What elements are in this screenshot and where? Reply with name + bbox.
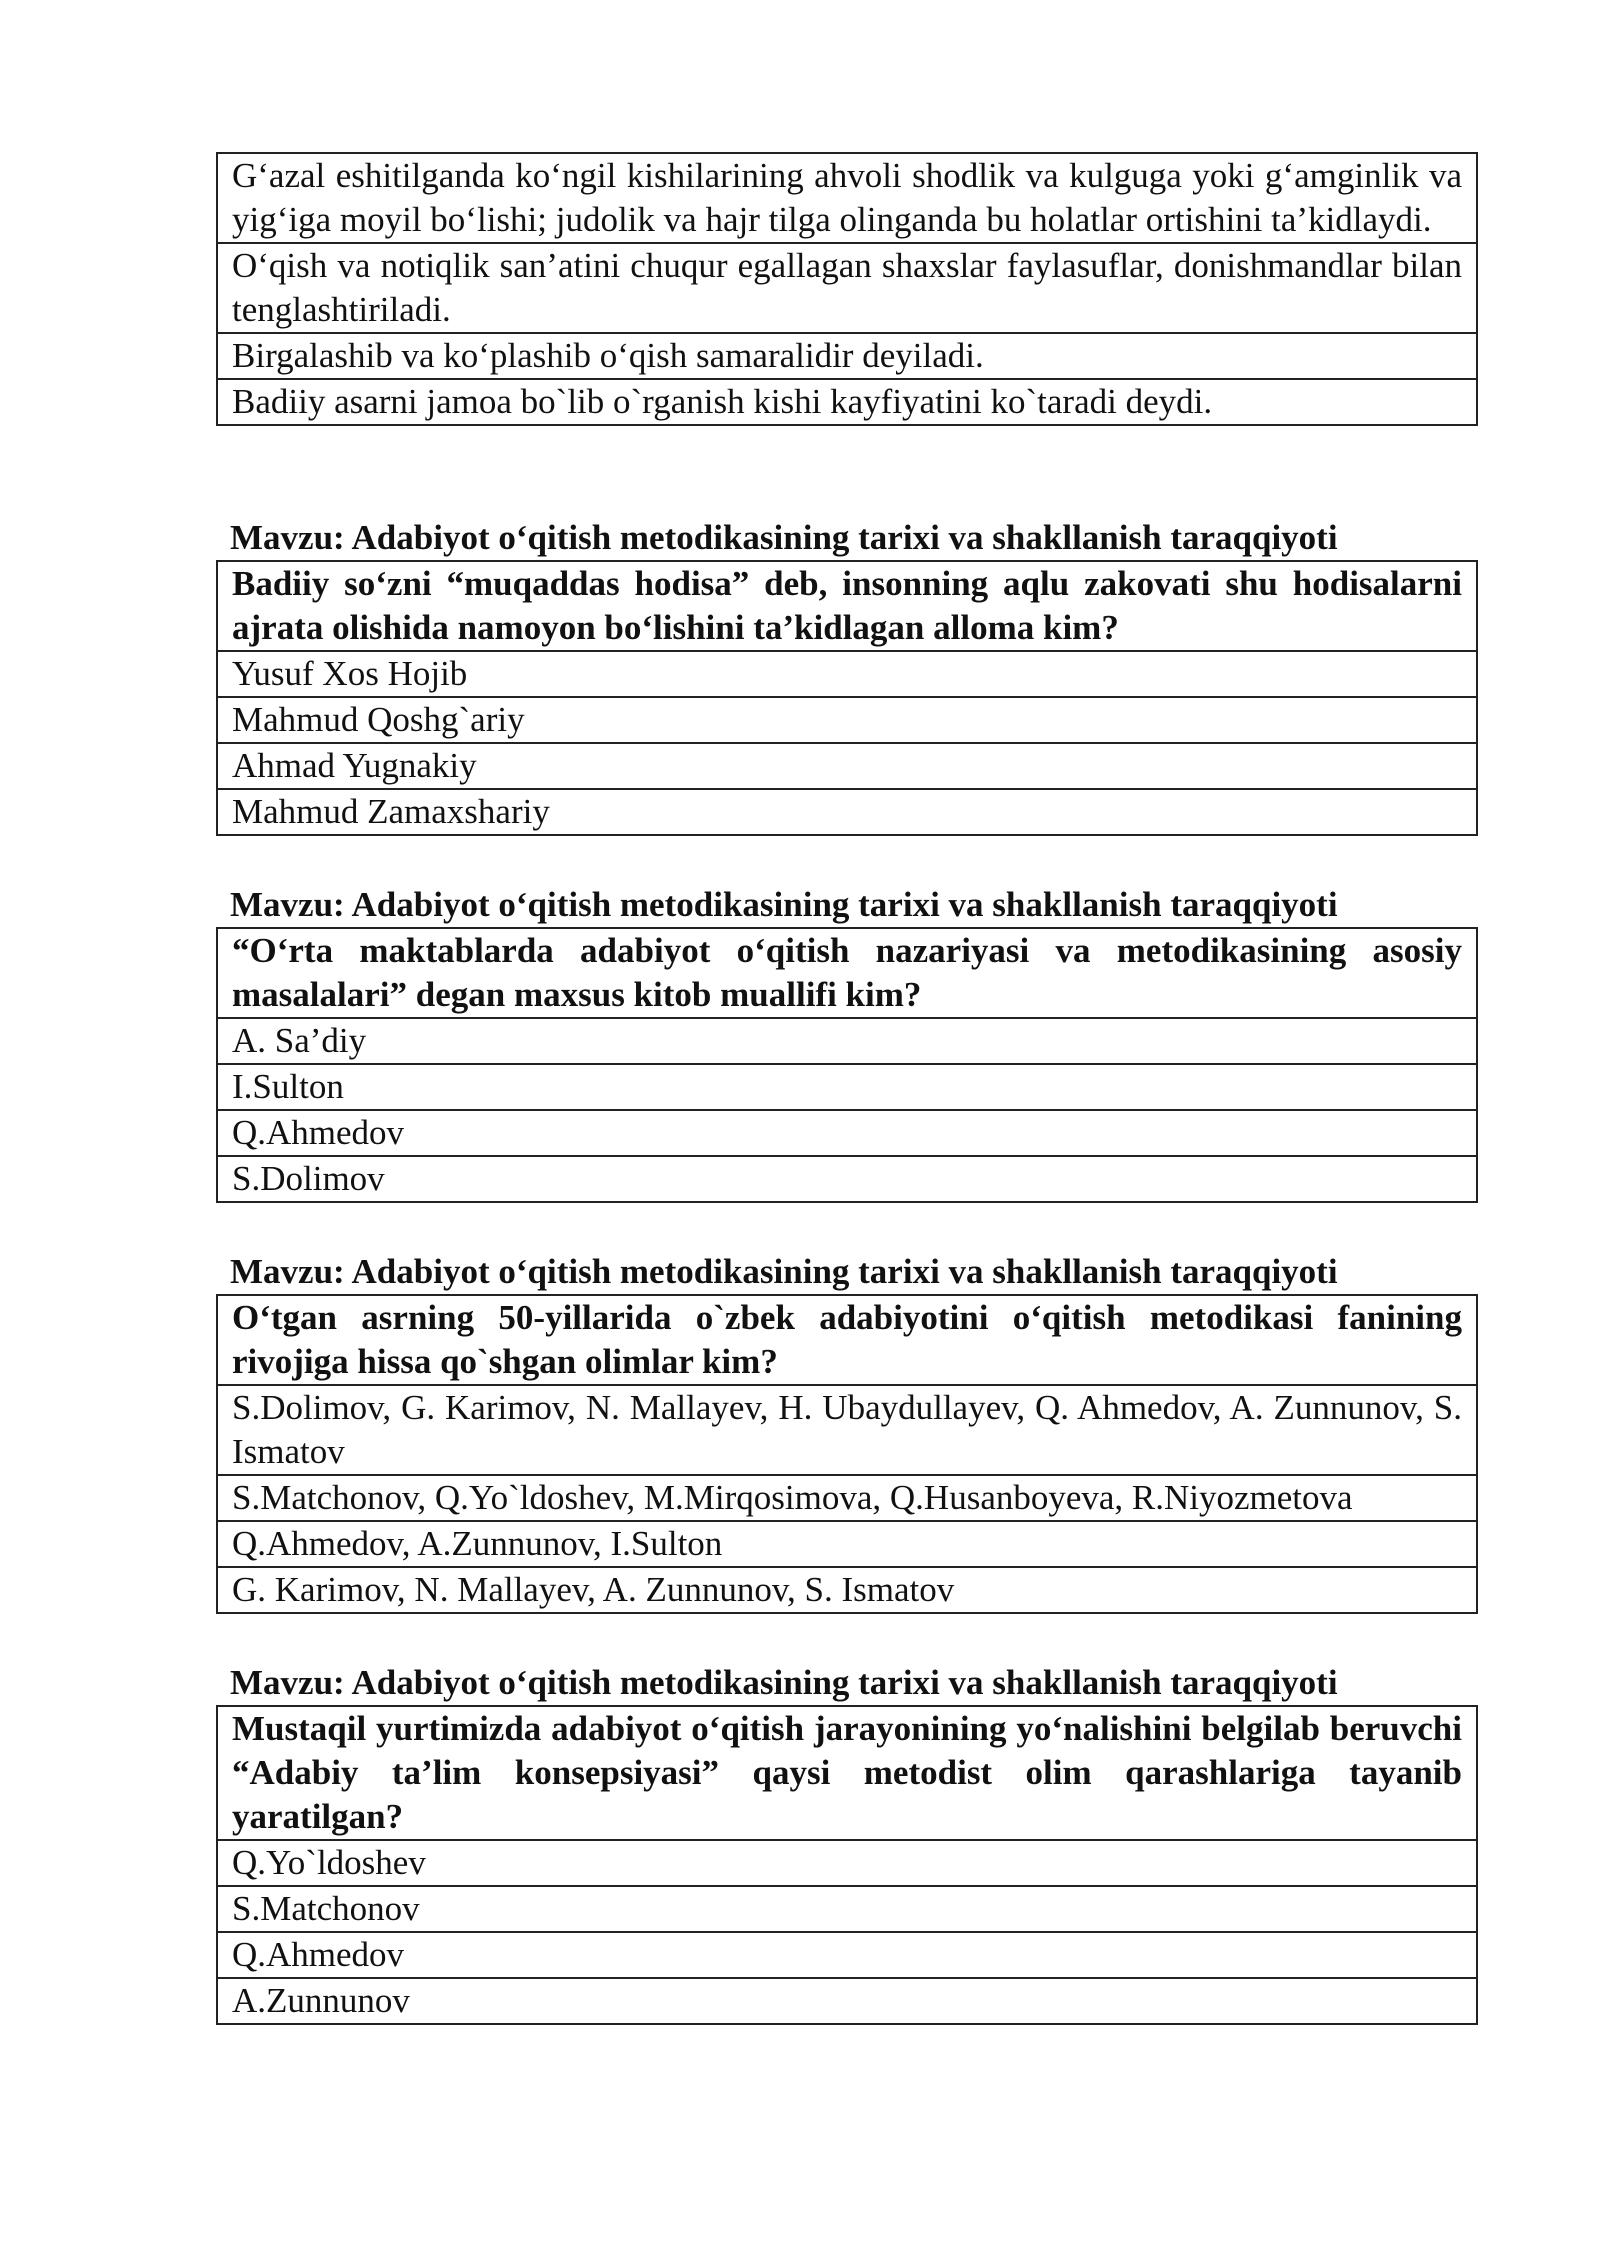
question-table xyxy=(216,1705,1478,2025)
answer-cell: G‘azal eshitilganda ko‘ngil kishilarining ahvoli shodlik va kulguga yoki g‘amginlik va yig‘iga moyil bo‘lishi; judolik va hajr tilga olinganda bu holatlar ortishini ta’kidlaydi. xyxy=(217,153,1477,243)
question-cell: O‘tgan asrning 50-yillarida o`zbek adabiyotini o‘qitish metodikasi fanining rivojiga hissa qo`shgan olimlar kim? xyxy=(217,1295,1477,1385)
answer-cell: A.Zunnunov xyxy=(217,1978,1477,2024)
topic-heading: Mavzu: Adabiyot o‘qitish metodikasining tarixi va shakllanish taraqqiyoti xyxy=(230,885,1338,924)
question-cell: “O‘rta maktablarda adabiyot o‘qitish nazariyasi va metodikasining asosiy masalalari” degan maxsus kitob muallifi kim? xyxy=(217,928,1477,1018)
answer-cell: S.Matchonov, Q.Yo`ldoshev, M.Mirqosimova, Q.Husanboyeva, R.Niyozmetova xyxy=(217,1475,1477,1521)
answer-cell: Yusuf Xos Hojib xyxy=(217,651,1477,697)
answer-cell: Badiiy asarni jamoa bo`lib o`rganish kishi kayfiyatini ko`taradi deydi. xyxy=(217,379,1477,425)
answer-cell: G. Karimov, N. Mallayev, A. Zunnunov, S. Ismatov xyxy=(217,1567,1477,1613)
answer-cell: Q.Ahmedov xyxy=(217,1932,1477,1978)
answer-cell: Q.Ahmedov xyxy=(217,1110,1477,1156)
question-table xyxy=(216,927,1478,1203)
topic-heading: Mavzu: Adabiyot o‘qitish metodikasining tarixi va shakllanish taraqqiyoti xyxy=(230,1252,1338,1291)
answer-cell: S.Matchonov xyxy=(217,1886,1477,1932)
answer-cell: Birgalashib va ko‘plashib o‘qish samaralidir deyiladi. xyxy=(217,333,1477,379)
answer-cell: A. Sa’diy xyxy=(217,1018,1477,1064)
topic-heading: Mavzu: Adabiyot o‘qitish metodikasining tarixi va shakllanish taraqqiyoti xyxy=(230,1663,1338,1702)
page-content xyxy=(216,152,1478,2025)
answer-cell: S.Dolimov xyxy=(217,1156,1477,1202)
answer-cell: Q.Ahmedov, A.Zunnunov, I.Sulton xyxy=(217,1521,1477,1567)
answer-cell: I.Sulton xyxy=(217,1064,1477,1110)
question-cell: Mustaqil yurtimizda adabiyot o‘qitish jarayonining yo‘nalishini belgilab beruvchi “Adabiy ta’lim konsepsiyasi” qaysi metodist olim qarashlariga tayanib yaratilgan? xyxy=(217,1706,1477,1840)
answer-cell: Ahmad Yugnakiy xyxy=(217,743,1477,789)
answer-cell: S.Dolimov, G. Karimov, N. Mallayev, H. Ubaydullayev, Q. Ahmedov, A. Zunnunov, S. Ismatov xyxy=(217,1385,1477,1475)
question-table xyxy=(216,1294,1478,1614)
answer-cell: Mahmud Qoshg`ariy xyxy=(217,697,1477,743)
answer-cell: O‘qish va notiqlik san’atini chuqur egallagan shaxslar faylasuflar, donishmandlar bilan tenglashtiriladi. xyxy=(217,243,1477,333)
continued-answer-table xyxy=(216,152,1478,426)
question-table xyxy=(216,560,1478,836)
topic-heading: Mavzu: Adabiyot o‘qitish metodikasining tarixi va shakllanish taraqqiyoti xyxy=(230,518,1338,557)
answer-cell: Mahmud Zamaxshariy xyxy=(217,789,1477,835)
question-cell: Badiiy so‘zni “muqaddas hodisa” deb, insonning aqlu zakovati shu hodisalarni ajrata olishida namoyon bo‘lishini ta’kidlagan alloma kim? xyxy=(217,561,1477,651)
answer-cell: Q.Yo`ldoshev xyxy=(217,1840,1477,1886)
